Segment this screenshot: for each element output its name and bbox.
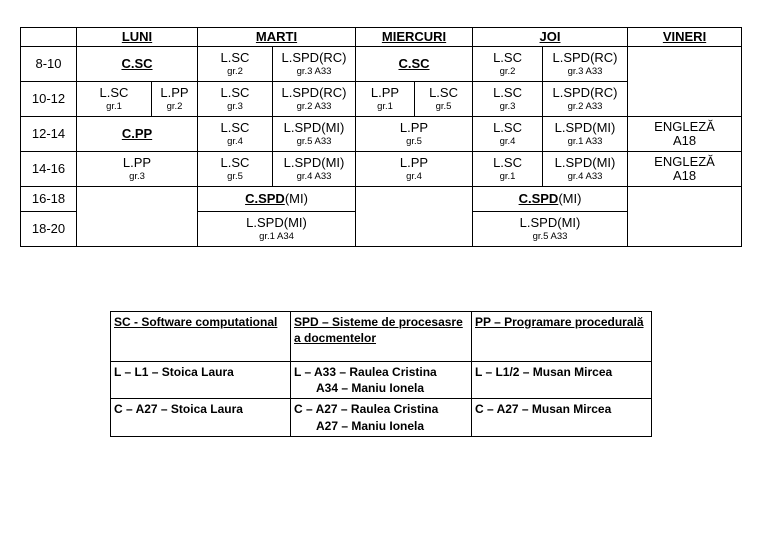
cell-joi-a-8-10 xyxy=(473,47,543,82)
activity: L.SC xyxy=(493,119,522,135)
group: gr.1 xyxy=(377,100,393,112)
cell-miercuri-8-10 xyxy=(356,47,473,82)
header-row xyxy=(21,28,742,47)
group: gr.2 xyxy=(166,100,183,112)
schedule-table xyxy=(20,27,742,247)
group: gr.1 A34 xyxy=(259,230,294,242)
time-cell: 18-20 xyxy=(21,212,77,247)
cell-joi-b-12-14 xyxy=(543,117,628,152)
activity: L.SC xyxy=(493,84,522,100)
legend-pp-course: C – A27 – Musan Mircea xyxy=(472,399,652,436)
course-label: C.SC xyxy=(121,56,153,72)
legend-line: C – A27 – Raulea Cristina xyxy=(294,402,439,417)
activity: L.SPD(MI) xyxy=(554,154,616,170)
cell-miercuri-a-10-12 xyxy=(356,82,415,117)
legend-header-row xyxy=(111,312,652,362)
group: gr.5 xyxy=(227,170,243,182)
room: A18 xyxy=(672,133,697,148)
cell-marti-b-10-12 xyxy=(273,82,356,117)
legend-line: A27 – Maniu Ionela xyxy=(316,418,425,433)
legend-row-lab xyxy=(111,362,652,399)
activity: L.SPD(RC) xyxy=(552,84,618,100)
cell-miercuri-12-14 xyxy=(356,117,473,152)
group: gr.4 A33 xyxy=(296,170,332,182)
activity: L.PP xyxy=(370,84,400,100)
group: gr.3 A33 xyxy=(567,65,603,77)
row-12-14 xyxy=(21,117,742,152)
cell-miercuri-14-16 xyxy=(356,152,473,187)
legend-pp-lab: L – L1/2 – Musan Mircea xyxy=(472,362,652,399)
group: gr.2 A33 xyxy=(296,100,332,112)
group: gr.5 A33 xyxy=(296,135,332,147)
legend-row-course xyxy=(111,399,652,436)
group: gr.3 A33 xyxy=(296,65,332,77)
day-header-luni: LUNI xyxy=(77,28,198,47)
activity: L.SC xyxy=(493,49,522,65)
activity: L.SC xyxy=(220,119,250,135)
activity: L.PP xyxy=(399,119,429,135)
room: A18 xyxy=(672,168,697,183)
day-header-marti: MARTI xyxy=(198,28,356,47)
activity: L.SC xyxy=(220,154,250,170)
cell-joi-b-14-16 xyxy=(543,152,628,187)
row-16-18 xyxy=(21,187,742,212)
legend-sc-lab: L – L1 – Stoica Laura xyxy=(111,362,291,399)
group: gr.3 xyxy=(499,100,516,112)
cell-miercuri-16-20 xyxy=(356,187,473,247)
course-suffix: (MI) xyxy=(558,191,582,207)
day-header-vineri: VINERI xyxy=(628,28,742,47)
cell-vineri-14-16 xyxy=(628,152,742,187)
course-label: C.SPD xyxy=(245,191,285,207)
cell-joi-a-14-16 xyxy=(473,152,543,187)
activity: ENGLEZĂ xyxy=(654,153,715,169)
group: gr.3 xyxy=(227,100,243,112)
cell-marti-b-14-16 xyxy=(273,152,356,187)
activity: L.SC xyxy=(429,84,458,100)
cell-marti-16-18 xyxy=(198,187,356,212)
day-header-joi: JOI xyxy=(473,28,628,47)
legend-line: A34 – Maniu Ionela xyxy=(316,381,425,396)
cell-joi-b-8-10 xyxy=(543,47,628,82)
cell-luni-8-10 xyxy=(77,47,198,82)
cell-joi-a-12-14 xyxy=(473,117,543,152)
time-cell: 8-10 xyxy=(21,47,77,82)
legend-header-spd: SPD – Sisteme de procesasre a docmentelor xyxy=(291,312,472,362)
activity: ENGLEZĂ xyxy=(654,118,715,134)
cell-joi-18-20 xyxy=(473,212,628,247)
cell-marti-18-20 xyxy=(198,212,356,247)
row-14-16 xyxy=(21,152,742,187)
group: gr.5 xyxy=(406,135,422,147)
activity: L.PP xyxy=(122,154,152,170)
course-label: C.SC xyxy=(398,56,430,72)
group: gr.4 A33 xyxy=(567,170,603,182)
group: gr.2 xyxy=(499,65,516,77)
cell-vineri-16-20 xyxy=(628,187,742,247)
legend-spd-lab xyxy=(291,362,472,399)
activity: L.SC xyxy=(220,49,250,65)
cell-luni-14-16 xyxy=(77,152,198,187)
group: gr.1 xyxy=(499,170,516,182)
group: gr.3 xyxy=(129,170,145,182)
cell-marti-a-14-16 xyxy=(198,152,273,187)
legend-sc-course: C – A27 – Stoica Laura xyxy=(111,399,291,436)
group: gr.4 xyxy=(227,135,243,147)
activity: L.SPD(MI) xyxy=(554,119,616,135)
time-cell: 10-12 xyxy=(21,82,77,117)
activity: L.SPD(RC) xyxy=(281,49,347,65)
cell-joi-16-18 xyxy=(473,187,628,212)
cell-luni-a-10-12 xyxy=(77,82,152,117)
cell-marti-a-12-14 xyxy=(198,117,273,152)
cell-joi-a-10-12 xyxy=(473,82,543,117)
corner-cell xyxy=(21,28,77,47)
cell-marti-a-10-12 xyxy=(198,82,273,117)
cell-marti-b-8-10 xyxy=(273,47,356,82)
cell-joi-b-10-12 xyxy=(543,82,628,117)
group: gr.1 xyxy=(106,100,122,112)
group: gr.5 A33 xyxy=(532,230,568,242)
activity: L.PP xyxy=(399,154,429,170)
course-label: C.PP xyxy=(121,126,153,142)
course-suffix: (MI) xyxy=(284,191,308,207)
activity: L.SPD(MI) xyxy=(283,119,345,135)
activity: L.SPD(RC) xyxy=(552,49,618,65)
cell-vineri-8-12 xyxy=(628,47,742,117)
cell-luni-b-10-12 xyxy=(152,82,198,117)
cell-luni-12-14 xyxy=(77,117,198,152)
time-cell: 16-18 xyxy=(21,187,77,212)
cell-marti-b-12-14 xyxy=(273,117,356,152)
activity: L.SC xyxy=(493,154,522,170)
day-header-miercuri: MIERCURI xyxy=(356,28,473,47)
legend-header-sc: SC - Software computational xyxy=(111,312,291,362)
cell-vineri-12-14 xyxy=(628,117,742,152)
legend-line: L – A33 – Raulea Cristina xyxy=(294,365,437,379)
legend-table xyxy=(110,311,652,437)
activity: L.SPD(RC) xyxy=(281,84,347,100)
activity: L.SPD(MI) xyxy=(519,214,581,230)
group: gr.1 A33 xyxy=(567,135,603,147)
time-cell: 12-14 xyxy=(21,117,77,152)
activity: L.SPD(MI) xyxy=(283,154,345,170)
activity: L.SC xyxy=(220,84,250,100)
activity: L.PP xyxy=(160,84,189,100)
legend-header-pp: PP – Programare procedurală xyxy=(472,312,652,362)
activity: L.SPD(MI) xyxy=(246,214,307,230)
activity: L.SC xyxy=(99,84,129,100)
legend-spd-course xyxy=(291,399,472,436)
group: gr.4 xyxy=(406,170,422,182)
group: gr.5 xyxy=(435,100,452,112)
group: gr.2 A33 xyxy=(567,100,603,112)
group: gr.4 xyxy=(499,135,516,147)
course-label: C.SPD xyxy=(518,191,559,207)
group: gr.2 xyxy=(227,65,243,77)
cell-luni-16-20 xyxy=(77,187,198,247)
row-8-10 xyxy=(21,47,742,82)
cell-marti-a-8-10 xyxy=(198,47,273,82)
cell-miercuri-b-10-12 xyxy=(415,82,473,117)
time-cell: 14-16 xyxy=(21,152,77,187)
